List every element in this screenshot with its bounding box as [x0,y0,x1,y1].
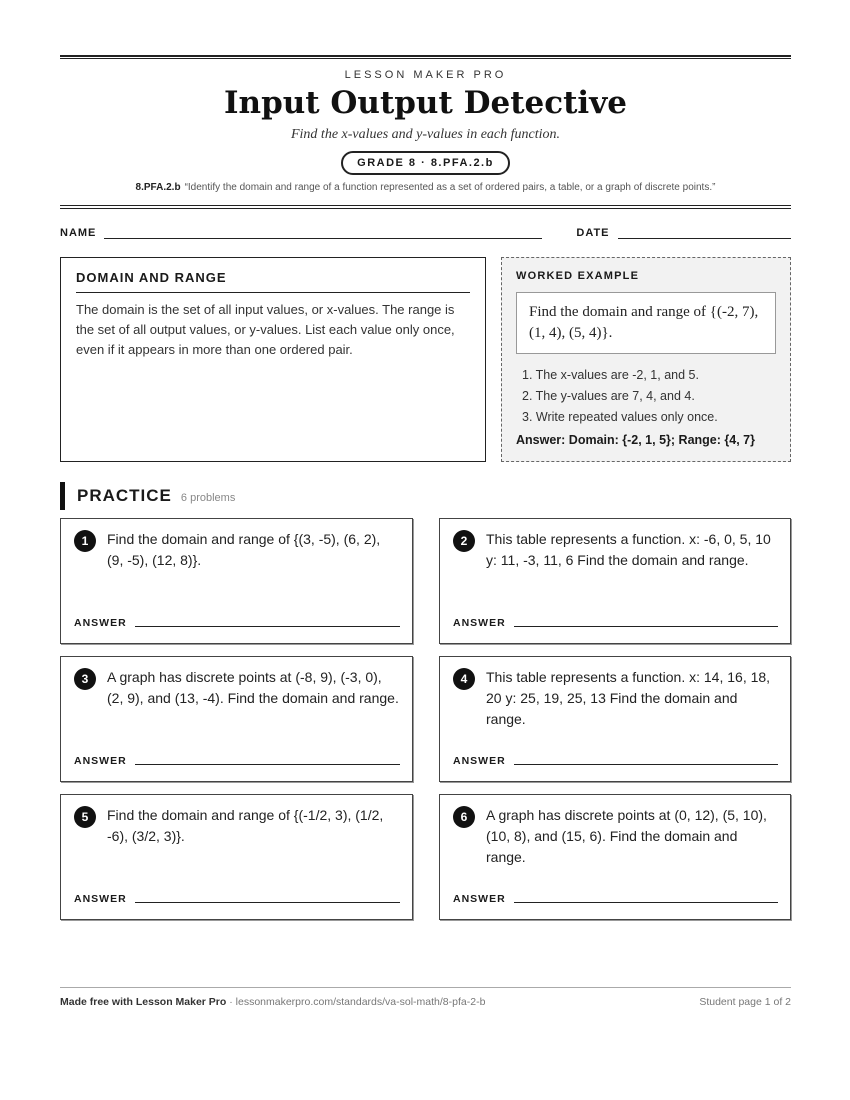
problem-card-3 [60,656,413,782]
problem-number-badge: 1 [74,530,96,552]
answer-line-1[interactable] [135,626,400,627]
brand-name: LESSON MAKER PRO [344,69,507,81]
answer-line-6[interactable] [514,902,778,903]
grade-badge: GRADE 8 · 8.PFA.2.b [341,151,510,175]
page-footer [60,987,791,1008]
problem-card-6 [439,794,791,920]
concept-body: The domain is the set of all input values, or x-values. The range is the set of all output values, or y-values. List each value only once, even if it appears in more than one ordered pair. [76,302,455,357]
answer-line-2[interactable] [514,626,778,627]
answer-label: ANSWER [74,755,127,767]
footer-url[interactable]: · lessonmakerpro.com/standards/va-sol-math/8-pfa-2-b [226,996,486,1008]
problem-number-badge: 4 [453,668,475,690]
problem-number-badge: 6 [453,806,475,828]
worked-step: 3. Write repeated values only once. [522,410,718,424]
answer-label: ANSWER [74,893,127,905]
answer-label: ANSWER [74,617,127,629]
problem-text: This table represents a function. x: 14, 16, 18, 20 y: 25, 19, 25, 13 Find the domain and range. [486,669,771,727]
problem-number-badge: 2 [453,530,475,552]
practice-heading: PRACTICE [77,486,172,505]
concept-heading: DOMAIN AND RANGE [76,270,470,293]
standard-line [60,182,791,193]
worked-example-steps [516,365,776,428]
answer-line-4[interactable] [514,764,778,765]
grade-wrap [60,151,791,175]
practice-count: 6 problems [180,491,236,504]
problem-text: Find the domain and range of {(-1/2, 3), (1/2, -6), (3/2, 3)}. [107,807,384,844]
answer-line-3[interactable] [135,764,400,765]
practice-header [60,482,791,510]
worked-example-box [501,257,791,462]
worksheet-title: Input Output Detective [224,85,627,121]
worksheet-subtitle: Find the x-values and y-values in each function. [290,127,561,142]
problem-card-4 [439,656,791,782]
problem-card-5 [60,794,413,920]
worked-step: 1. The x-values are -2, 1, and 5. [522,368,699,382]
practice-grid [60,518,791,920]
footer-made-with: Made free with Lesson Maker Pro [60,996,227,1008]
worksheet-page [60,55,791,920]
standard-code: 8.PFA.2.b [135,182,181,193]
worked-example-heading: WORKED EXAMPLE [516,270,640,282]
problem-text: A graph has discrete points at (-8, 9), (-3, 0), (2, 9), and (13, -4). Find the domain and range. [107,669,399,706]
date-label: DATE [576,227,610,239]
date-field[interactable] [618,238,791,239]
answer-label: ANSWER [453,893,506,905]
header-bottom-rule [60,205,791,209]
standard-text: “Identify the domain and range of a function represented as a set of ordered pairs, a table, or a graph of discrete points.” [184,182,716,193]
problem-number-badge: 3 [74,668,96,690]
header-top-rule [60,55,791,59]
student-fields [60,227,791,239]
worked-step: 2. The y-values are 7, 4, and 4. [522,389,695,403]
worked-example-answer: Answer: Domain: {-2, 1, 5}; Range: {4, 7} [516,433,755,447]
footer-credit [60,996,485,1008]
footer-page-number: Student page 1 of 2 [699,996,791,1008]
answer-label: ANSWER [453,755,506,767]
answer-label: ANSWER [453,617,506,629]
concept-box [60,257,486,462]
problem-text: A graph has discrete points at (0, 12), (5, 10), (10, 8), and (15, 6). Find the domain and range. [486,807,767,865]
worked-example-question: Find the domain and range of {(-2, 7), (1, 4), (5, 4)}. [516,292,776,354]
problem-number-badge: 5 [74,806,96,828]
name-field[interactable] [104,238,542,239]
problem-card-2 [439,518,791,644]
problem-card-1 [60,518,413,644]
name-label: NAME [60,227,97,239]
answer-line-5[interactable] [135,902,400,903]
problem-text: Find the domain and range of {(3, -5), (6, 2), (9, -5), (12, 8)}. [107,531,381,568]
intro-section [60,257,791,462]
problem-text: This table represents a function. x: -6, 0, 5, 10 y: 11, -3, 11, 6 Find the domain and range. [486,531,771,568]
